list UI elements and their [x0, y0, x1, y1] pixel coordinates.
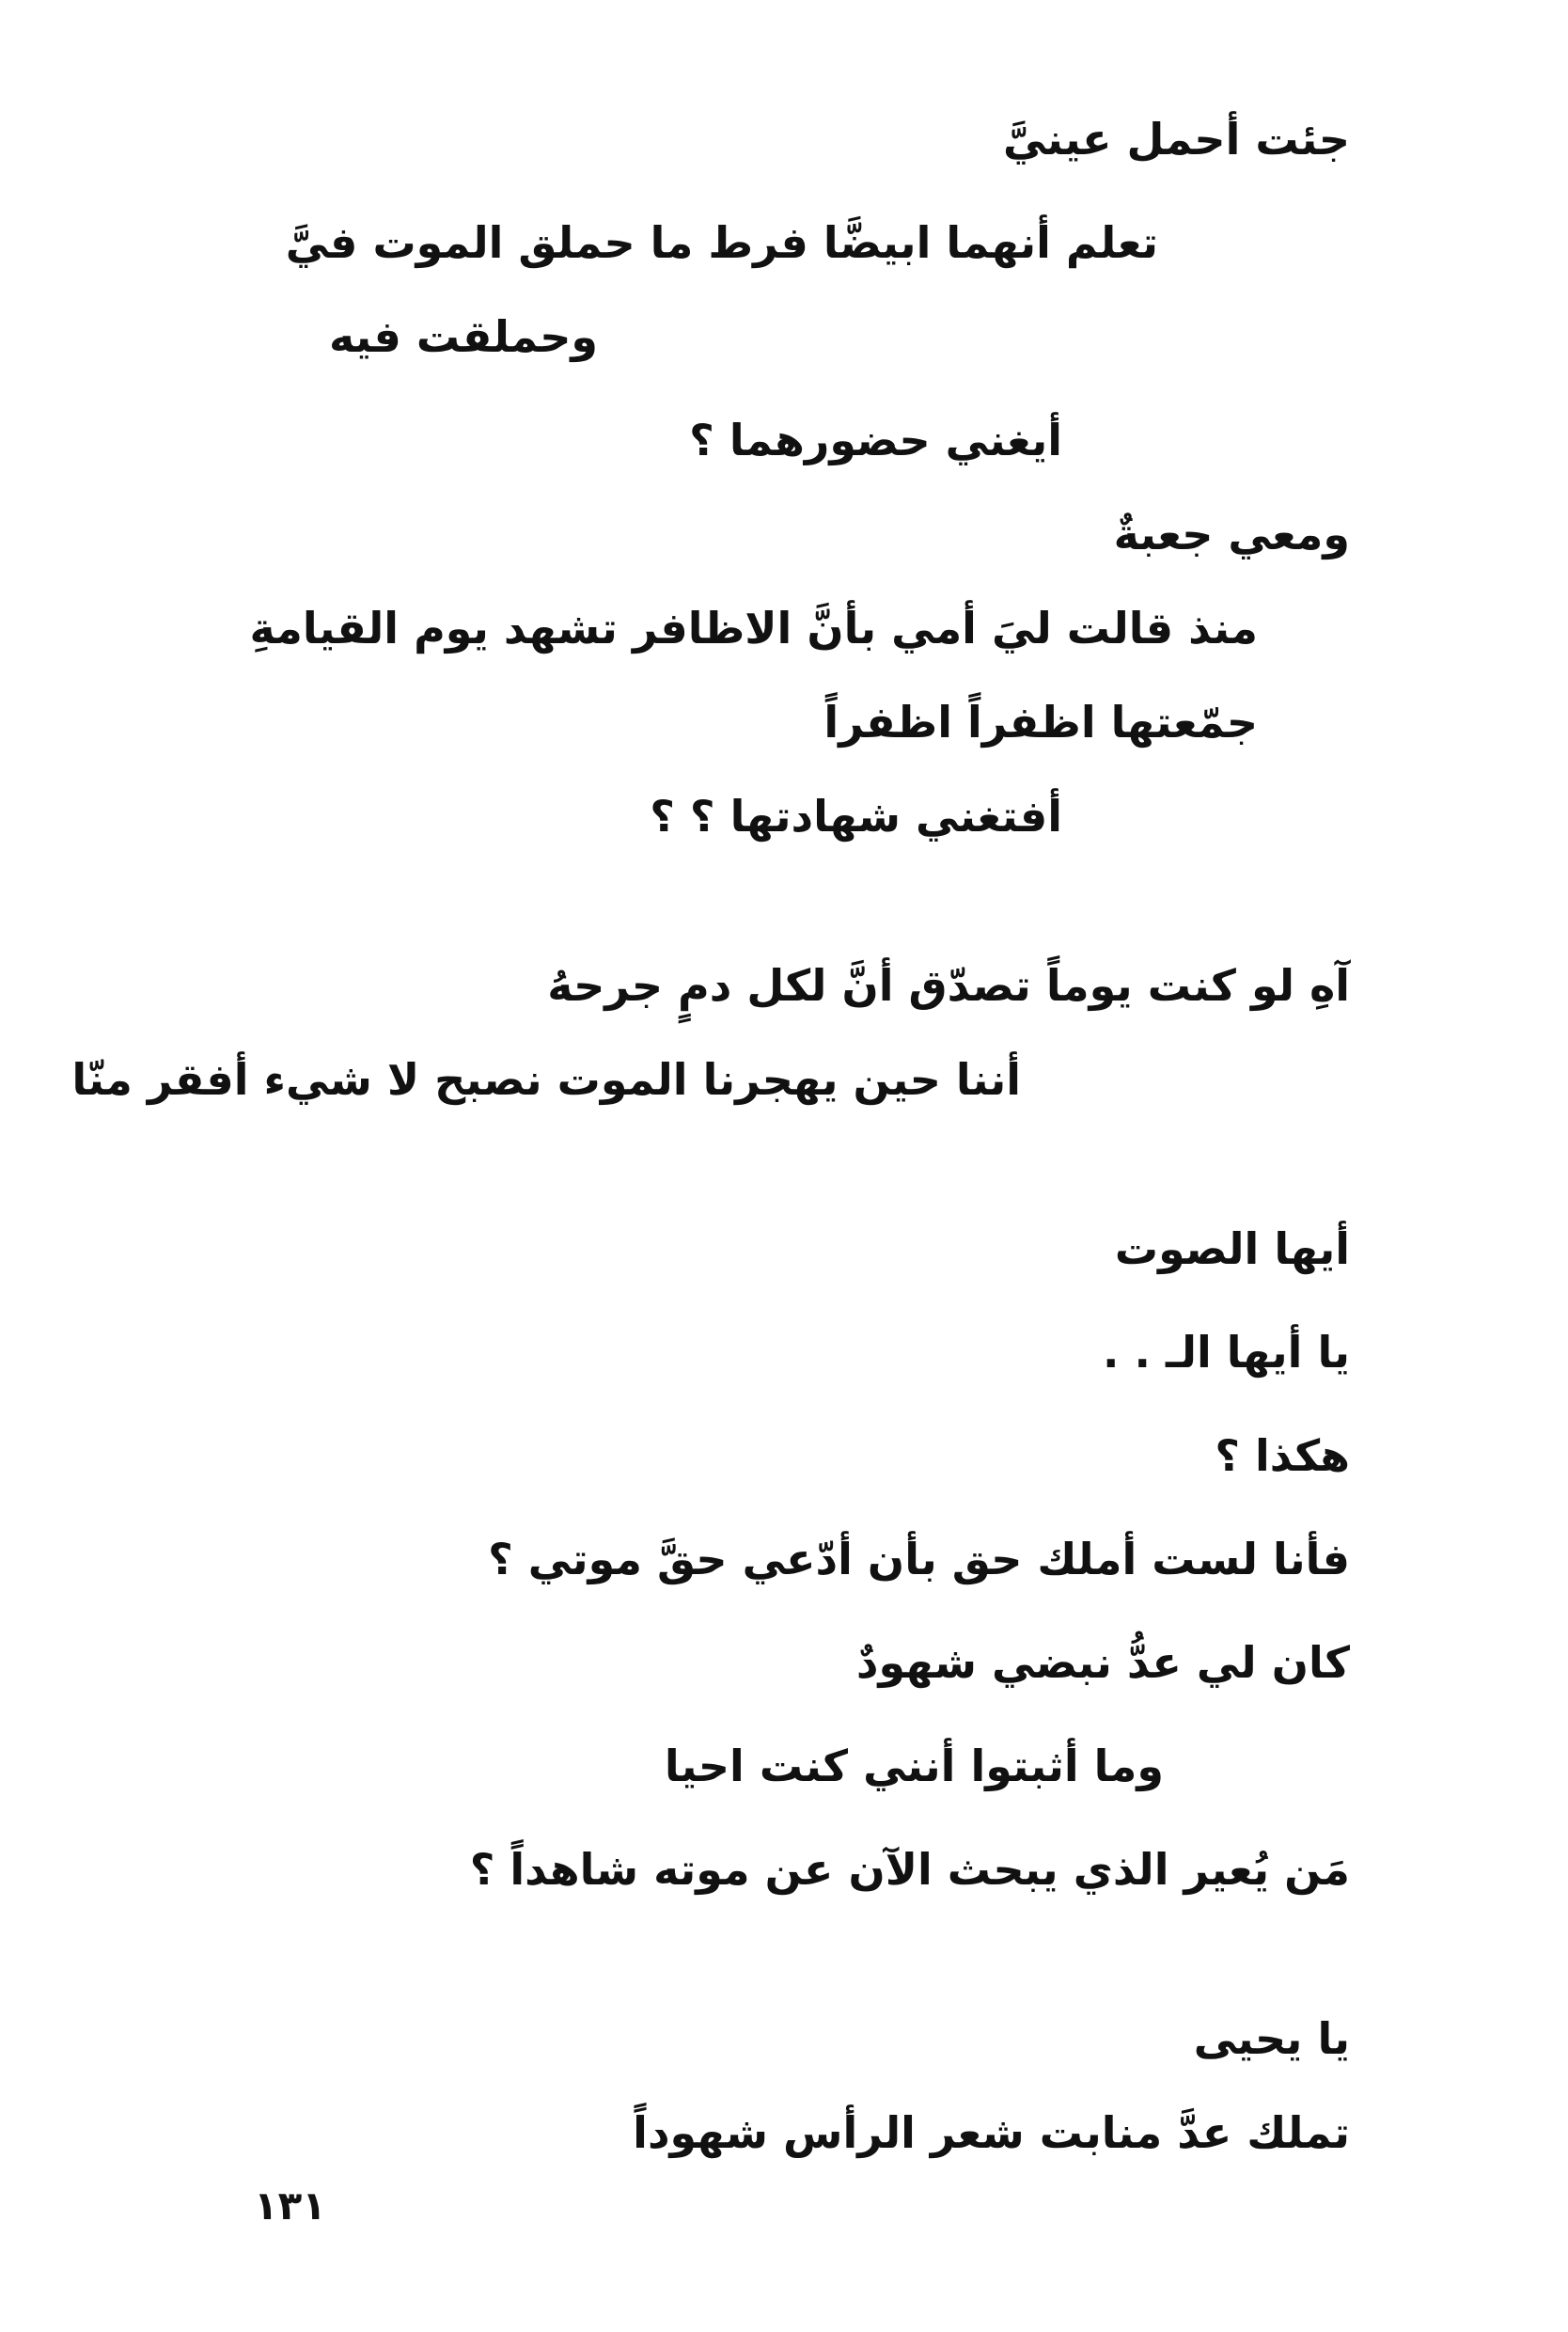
poem-line: أفتغني شهادتها ؟ ؟ [650, 791, 1062, 842]
poem-line: أيغني حضورهما ؟ [689, 415, 1062, 465]
page-number: ١٣١ [254, 2182, 326, 2229]
poem-line: آهِ لو كنت يوماً تصدّق أنَّ لكل دمٍ جرحهُ [547, 960, 1350, 1011]
poem-line: وحملقت فيه [329, 311, 598, 362]
poem-line: منذ قالت ليَ أمي بأنَّ الاظافر تشهد يوم القيامةِ [249, 603, 1258, 654]
poem-line: جئت أحمل عينيَّ [1003, 114, 1350, 165]
poem-line: ومعي جعبةٌ [1113, 509, 1350, 559]
poem-line: كان لي عدُّ نبضي شهودٌ [855, 1637, 1350, 1688]
poem-line: فأنا لست أملك حق بأن أدّعي حقَّ موتي ؟ [488, 1534, 1350, 1584]
poem-line: تعلم أنهما ابيضَّا فرط ما حملق الموت فيَّ [285, 217, 1158, 268]
poem-line: جمّعتها اظفراً اظفراً [823, 697, 1258, 748]
poem-line: أيها الصوت [1114, 1223, 1350, 1274]
poem-line: يا يحيى [1193, 2013, 1350, 2064]
poem-line: وما أثبتوا أنني كنت احيا [664, 1741, 1164, 1791]
poem-line: أننا حين يهجرنا الموت نصبح لا شيء أفقر منّا [71, 1054, 1021, 1105]
poem-line: تملك عدَّ منابت شعر الرأس شهوداً [633, 2107, 1350, 2158]
poem-line: هكذا ؟ [1215, 1430, 1350, 1481]
poem-line: مَن يُعير الذي يبحث الآن عن موته شاهداً ؟ [469, 1844, 1350, 1895]
poem-line: يا أيها الـ . . [1103, 1327, 1350, 1378]
